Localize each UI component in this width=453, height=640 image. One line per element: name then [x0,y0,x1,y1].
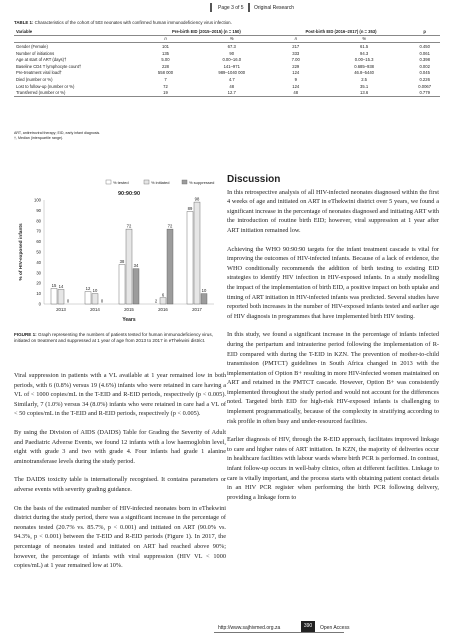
paragraph: The DAIDS toxicity table is internationally recognised. It contains parameters or adverse events with severity grading guidance. [14,476,226,493]
table-cell: 101 [162,43,169,49]
bar-value-label: 72 [167,223,173,229]
table-row [14,43,440,50]
legend-swatch [144,180,149,184]
journal-url-link[interactable]: http://www.sajhivmed.org.za [218,625,281,631]
bar-value-label: 0 [100,298,104,304]
discussion-heading: Discussion [227,174,281,185]
figure-caption-label: FIGURE 1: [14,332,37,337]
table-row [14,89,440,96]
footer-page-number: 390 [301,621,315,632]
bar-value-label: 10 [92,288,98,294]
y-tick-label: 80 [36,218,41,224]
table-cell: 0.0067 [418,83,432,89]
bar [187,211,193,304]
table-cell: 0.226 [419,76,430,82]
table-subheader: n [140,35,191,43]
table-cell: 217 [292,43,300,49]
table-cell: 135 [162,50,169,56]
legend-label: % tested [113,180,129,185]
bar [160,298,166,304]
paragraph: Earlier diagnosis of HIV, through the R-EID approach, facilitates improved linkage to care and higher rates of ART initiation. In KZN, the majority of deliveries occur in healthcare facilities with labour wards where birth PCR is performed. In contrast, infant follow-up occurs in well-baby clinics, often at different facilities. Linkage to care is vitally important, and the process starts with obtaining patient contact details in an HIV PCR register when performing the birth PCR following delivery, providing a linkage form to [227,436,439,501]
y-axis-label: % of HIV-exposed infants [19,223,24,281]
table-cell: 989–1040 000 [218,70,246,76]
table-cell: 9 [294,76,297,82]
table-cell: 13.6 [319,89,410,96]
table-cell: 558 000 [157,70,174,76]
y-tick-label: 100 [34,197,41,203]
discussion-section [227,175,439,511]
x-tick-label: 2016 [158,307,168,312]
bar-value-label: 14 [58,283,64,289]
legend-label: % suppressed [189,180,215,185]
bar-value-label: 72 [126,223,132,229]
table-cell: 141–971 [223,63,240,69]
bar [119,264,125,304]
legend-swatch [182,180,187,184]
table-row [14,70,440,77]
bar [126,229,132,304]
table-cell: 0.398 [419,57,430,63]
table-cell: 61.5 [360,43,369,49]
table-cell: 94.3 [360,50,369,56]
table-cell: 48 [229,83,235,89]
table-cell: 2.5 [361,76,368,82]
legend-label: % initiated [151,180,170,185]
y-tick-label: 30 [36,270,41,276]
table-cell: Lost to follow-up (number or %) [16,83,75,89]
header-divider [210,3,212,12]
bar [133,269,139,304]
bar-value-label: 38 [119,258,125,264]
table-cell: 46.8–5440 [354,70,374,76]
paragraph: Achieving the WHO 90:90:90 targets for the infant treatment cascade is vital for improving the outcomes of HIV-infected infants. Because of a lack of evidence, the WHO conditionally recommends the addition of birth testing to existing EID strategies to identify HIV infection in HIV-exposed infants. In a study modelling the impact of the implementation of birth EID, a positive impact on both uptake and timing of ART initiation in HIV-infected infants was predicted. Several studies have reported both increases in the number of HIV-exposed infants tested and earlier age of HIV diagnosis in programmes that have implemented birth HIV testing. [227,245,439,320]
table-cell: 7 [164,76,167,82]
table-cell: 0.002 [419,63,430,69]
table-cell: 48 [273,89,319,96]
table-cell: Baseline CD4 T lymphocyte count† [16,63,82,69]
x-tick-label: 2017 [192,307,202,312]
table-row [14,56,440,63]
y-tick-label: 90 [36,207,41,213]
table-subheader: % [319,35,410,43]
table-cell: 0.00–15.3 [354,57,374,63]
table-subheader: % [191,35,273,43]
bar [92,294,98,304]
table-header-p: p [409,28,440,35]
table-cell: 124 [292,70,300,76]
y-tick-label: 10 [36,291,41,297]
x-tick-label: 2015 [124,307,134,312]
table-cell: 5.00 [161,57,170,63]
paragraph: On the basis of the estimated number of HIV-infected neonates born in eThekwini district during the study period, there was a significant increase in the percentage of neonates tested (20.7% vs. 85.7%, p < 0.001) and initiated on ART (90.0% vs. 94.3%, p < 0.001) between the T-EID and R-EID periods (Figure 1). In 2017, the percentage of neonates tested and initiated on ART had reached above 90%; however, the percentage of infants with viral suppression (HIV VL < 1000 copies/mL) at 1 year remained low at 10%. [14,504,226,570]
paragraph: In this study, we found a significant increase in the percentage of infants infected during the peripartum and intrauterine period following the implementation of R-EID compared with during the T-EID in KZN. The prevention of mother-to-child transmission (PMTCT) guidelines in South Africa changed in 2013 with the implementation of Option B+ resulting in more HIV-infected women maintained on ART and retained in the PMTCT cascade. However, Option B+ was consistently implemented throughout the study period and would not account for the differences noted. Targeted birth EID for high-risk HIV-exposed infants is challenging to implement programmatically, because of the complexity in stratifying according to risk profile in often busy and under-resourced facilities. [227,331,439,425]
table-cell: 4.7 [228,76,235,82]
y-tick-label: 50 [36,249,41,255]
table-cell: 90 [229,50,235,56]
table-notes [14,131,100,141]
paragraph: In this retrospective analysis of all HIV-infected neonates diagnosed within the first 4 weeks of age and initiated on ART in eThekwini district over 5 years, we found a significant increase in the percentage of neonates diagnosed and initiating ART with the introduction of routine birth EID; however, viral suppression at 1 year after ART initiation remained low. [227,188,439,234]
legend-swatch [106,180,111,184]
table-cell: 12.7 [191,89,273,96]
table-cell: 229 [292,63,300,69]
y-tick-label: 20 [36,280,41,286]
results-text [14,371,226,580]
x-axis-label: Years [122,317,136,323]
chart-title: 90:90:90 [117,191,141,197]
x-tick-label: 2013 [56,307,66,312]
table-row [14,50,440,57]
bar-value-label: 12 [85,286,91,292]
section-label: Original Research [254,5,295,11]
paragraph: By using the Division of AIDS (DAIDS) Table for Grading the Severity of Adult and Paediatric Adverse Events, we found 12 infants with a low haemoglobin level, eight with grade 3 and two with grade 4. Four infants had grade 1 alanine aminotransferase levels during the study period. [14,428,226,465]
bar-value-label: 6 [161,292,165,298]
table-cell: Pre-treatment viral load† [16,70,62,76]
table-cell: 67.3 [227,43,236,49]
table-row [14,76,440,83]
bar-value-label: 10 [201,288,207,294]
page-number: Page 3 of 5 [218,5,244,11]
bar [194,202,200,304]
figure-caption-text: Graph representing the numbers of patients tested for human immunodeficiency virus, initiated on treatment and suppressed at 1 year of age from 2013 to 2017 in eThekwini district. [14,332,213,343]
table-cell: 0.685–938 [354,63,374,69]
bar [85,292,91,304]
x-tick-label: 2014 [90,307,100,312]
table-cell: 19 [140,89,191,96]
table-cell: 124 [292,83,300,89]
table-row [14,63,440,70]
cascade-bar-chart [14,176,226,328]
bar-value-label: 89 [187,205,193,211]
table-header-pre: Pre-birth EID (2015–2015) (n = 150) [140,28,273,35]
bar-value-label: 15 [51,282,57,288]
table-cell: 228 [162,63,169,69]
table-cell: 0.061 [419,50,430,56]
header-divider [248,3,250,12]
bar-value-label: 98 [194,196,200,202]
table-note: ART, antiretroviral therapy; EID, early infant diagnosis. [14,131,101,135]
table-row [14,83,440,90]
bar [201,294,207,304]
table-cell: Transferred (number or %) [14,89,140,96]
paragraph: Viral suppression in patients with a VL available at 1 year remained low in both periods, with 6 (0.8%) versus 19 (4.6%) infants who were retained in care having a VL of < 1000 copies/mL in the T-EID and R-EID periods, respectively (p < 0.005). Similarly, 7 (1.0%) versus 34 (8.0%) infants who were retained in care had a VL of < 50 copies/mL in the T-EID and R-EID periods, respectively (p < 0.005). [14,372,226,418]
table-cell: 35.1 [360,83,369,89]
y-tick-label: 40 [36,259,41,265]
bar [51,288,57,304]
table-header-post: Post-birth EID (2016–2017) (n = 353) [273,28,410,35]
table-cell: 333 [292,50,300,56]
table-caption-label: TABLE 1: [14,20,34,25]
table-cell: 0.450 [419,43,430,49]
y-tick-label: 60 [36,239,41,245]
bar-value-label: 2 [154,298,158,304]
table-subheader: n [273,35,319,43]
bar [58,289,64,304]
table-caption-text: Characteristics of the cohort of 503 neonates with confirmed human immunodeficiency virus infection. [33,20,232,25]
table-cell: 72 [163,83,168,89]
table-note: †, Median (interquartile range). [14,136,64,140]
y-tick-label: 70 [36,228,41,234]
y-tick-label: 0 [38,301,41,307]
table-cell: 0.00–16.0 [222,57,242,63]
table-cell: 0.779 [409,89,440,96]
table-cell: Died (number or %) [16,76,53,82]
table-caption [14,20,232,25]
bar [167,229,173,304]
table-cell: 7.00 [291,57,300,63]
bar-value-label: 34 [133,263,139,269]
table-cell: Age at start of ART (days)† [16,57,67,63]
footer-rule [214,632,344,633]
bar-value-label: 0 [66,298,70,304]
figure-caption [14,332,226,344]
table-cell: Gender (Female) [16,43,48,49]
table-header-variable: Variable [14,28,140,35]
table-cell: Number of initiations [16,50,55,56]
table-cell: 0.045 [419,70,430,76]
characteristics-table [14,28,440,97]
open-access-label: Open Access [320,625,350,631]
